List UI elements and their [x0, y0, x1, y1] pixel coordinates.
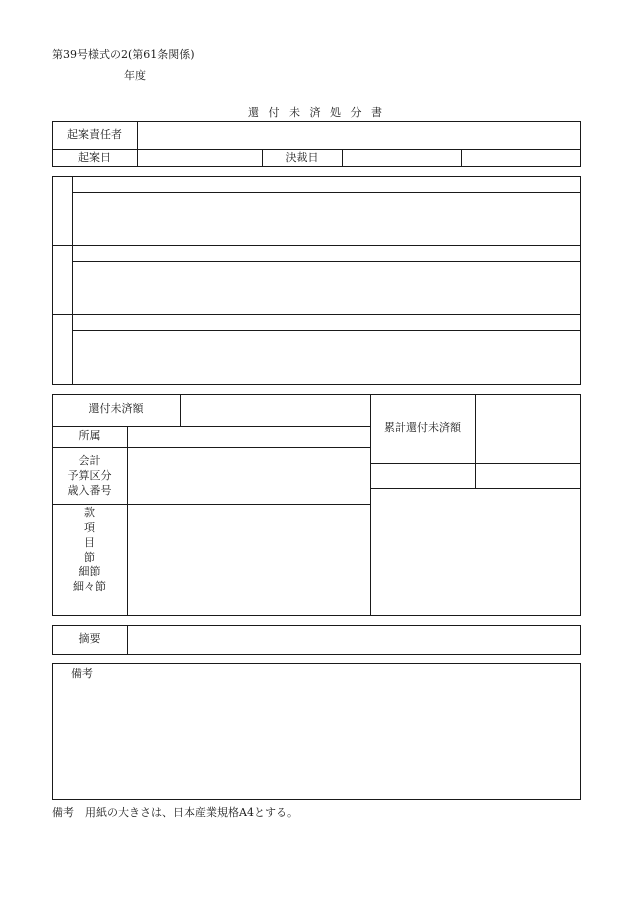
- right-cell-b[interactable]: [476, 464, 580, 487]
- department-label: 所属: [78, 429, 101, 442]
- department-field[interactable]: [128, 427, 369, 446]
- summary-field[interactable]: [128, 626, 580, 654]
- draft-date-field[interactable]: [138, 150, 261, 166]
- form-number: 第39号様式の2(第61条関係): [52, 48, 195, 61]
- classification-labels: 款 項 目 節 細節 細々節: [73, 506, 106, 594]
- approval-row-2[interactable]: [73, 262, 580, 313]
- classification-field[interactable]: [128, 505, 369, 615]
- approval-row-3[interactable]: [73, 331, 580, 384]
- right-lower-field[interactable]: [371, 489, 580, 615]
- unpaid-refund-label: 還付未済額: [88, 402, 144, 415]
- budget-field[interactable]: [128, 448, 369, 503]
- footer-note: 備考 用紙の大きさは、日本産業規格A4とする。: [52, 806, 298, 819]
- fiscal-year-label: 年度: [124, 69, 146, 82]
- drafter-field[interactable]: [138, 122, 580, 148]
- right-cell-a[interactable]: [371, 464, 474, 487]
- draft-date-label: 起案日: [78, 151, 111, 164]
- decision-date-label: 決裁日: [285, 151, 319, 164]
- drafter-label: 起案責任者: [67, 128, 122, 141]
- page-title: 還 付 未 済 処 分 書: [248, 106, 382, 119]
- approval-row-1[interactable]: [73, 193, 580, 244]
- cumulative-unpaid-field[interactable]: [476, 395, 580, 462]
- remarks-label: 備考: [71, 667, 93, 680]
- decision-date-field[interactable]: [343, 150, 460, 166]
- budget-labels: 会計 予算区分 歳入番号: [67, 454, 112, 497]
- unpaid-refund-field[interactable]: [181, 395, 369, 425]
- cumulative-unpaid-label: 累計還付未済額: [384, 421, 461, 434]
- remarks-box[interactable]: [52, 663, 581, 800]
- extra-field[interactable]: [462, 150, 580, 166]
- summary-label: 摘要: [78, 632, 101, 645]
